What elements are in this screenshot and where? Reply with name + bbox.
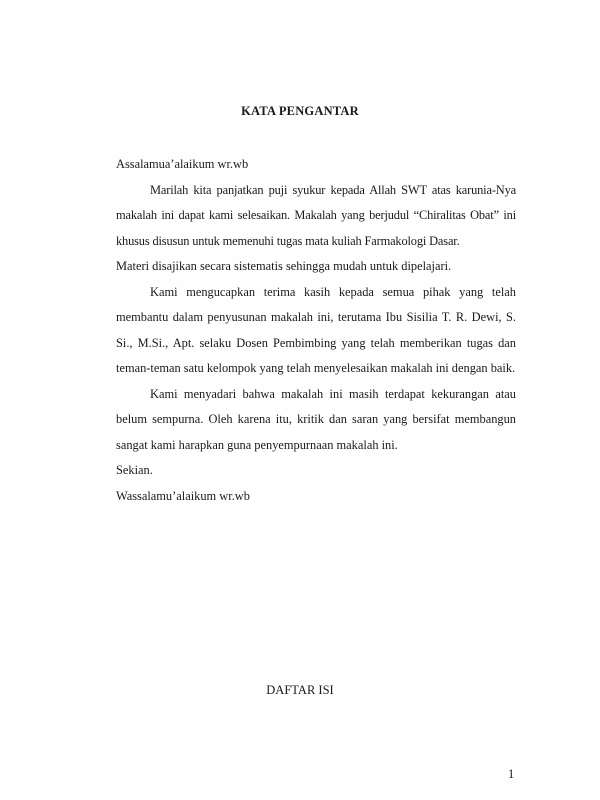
paragraph-thanks: Kami mengucapkan terima kasih kepada semua pihak yang telah membantu dalam penyusunan makalah ini, terutama Ibu Sisilia T. R. Dewi, S. Si., M.Si., Apt. selaku Dosen Pembimbing yang telah memberikan tugas dan teman-teman satu kelompok yang telah menyelesaikan makalah ini dengan baik.	[116, 284, 516, 375]
table-of-contents-heading: DAFTAR ISI	[266, 683, 334, 697]
document-body	[116, 152, 516, 509]
paragraph-material: Materi disajikan secara sistematis sehingga mudah untuk dipelajari.	[116, 259, 452, 273]
farewell: Wassalamu’alaikum wr.wb	[116, 488, 250, 503]
page-title: KATA PENGANTAR	[241, 104, 359, 118]
paragraph-shortcomings: Kami menyadari bahwa makalah ini masih terdapat kekurangan atau belum sempurna. Oleh karena itu, kritik dan saran yang bersifat membangun sangat kami harapkan guna penyempurnaan makalah ini.	[116, 386, 516, 452]
greeting: Assalamua’alaikum wr.wb	[116, 157, 249, 171]
page-number: 1	[508, 767, 515, 781]
closing-text: Sekian.	[116, 463, 153, 477]
paragraph-opening: Marilah kita panjatkan puji syukur kepada Allah SWT atas karunia-Nya makalah ini dapat kami selesaikan. Makalah yang berjudul “Chiralitas Obat” ini khusus disusun untuk memenuhi tugas mata kuliah Farmakologi Dasar.	[116, 182, 516, 248]
